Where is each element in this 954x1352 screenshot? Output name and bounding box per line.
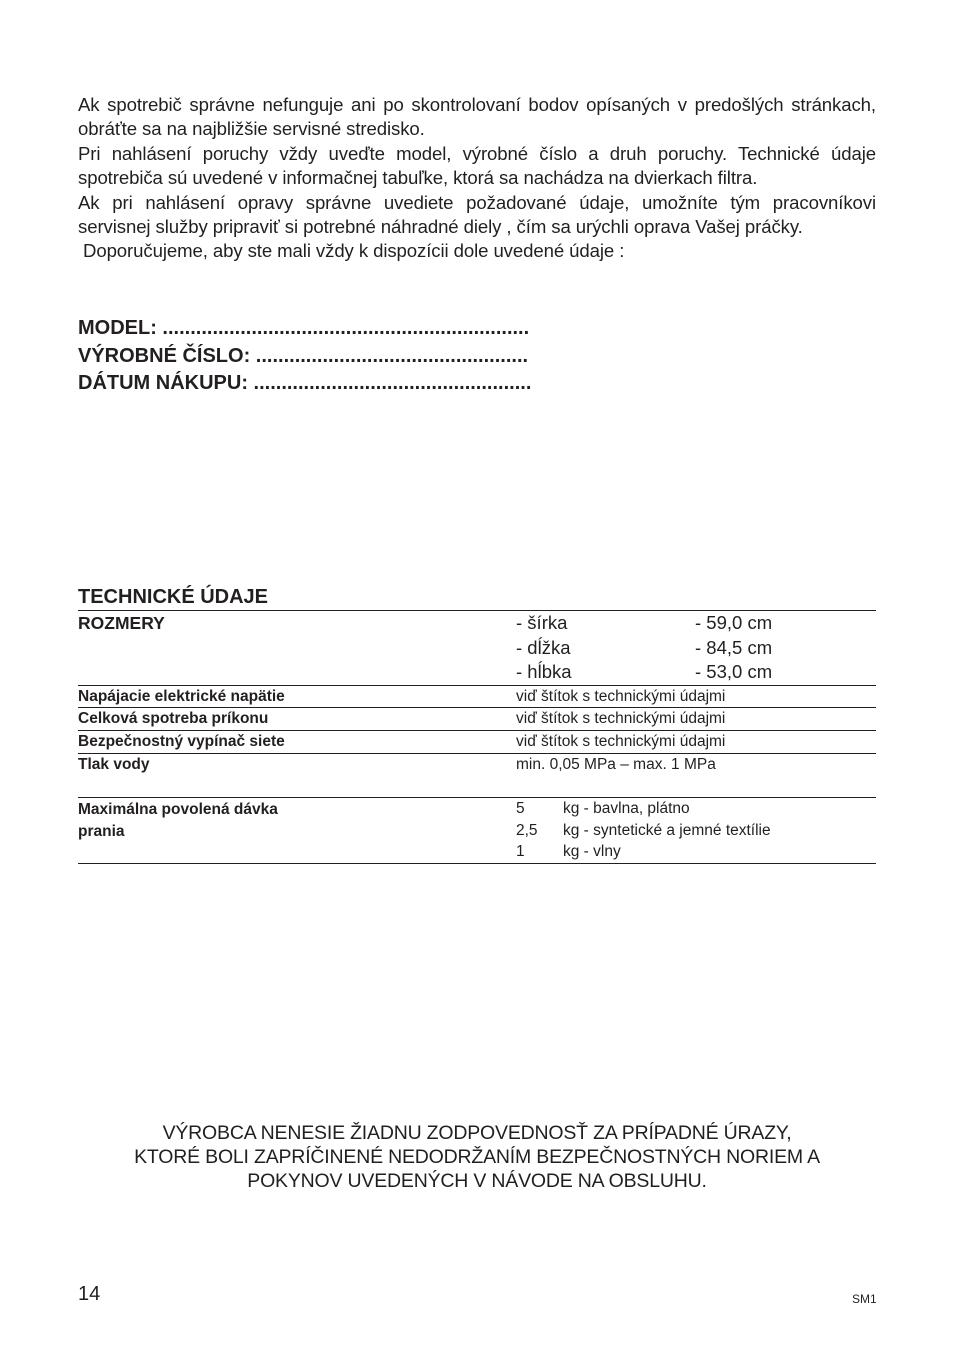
page-number: 14	[78, 1283, 101, 1305]
dimension-line	[516, 636, 876, 661]
appliance-info-fields	[78, 315, 638, 398]
dimension-line	[516, 660, 876, 685]
technical-data-table	[78, 585, 876, 864]
power-label: Celková spotreba príkonu	[78, 710, 269, 728]
load-line	[516, 820, 876, 842]
serial-number-field: VÝROBNÉ ČÍSLO: .................................................	[78, 344, 529, 367]
fuse-value: viď štítok s technickými údajmi	[516, 733, 726, 751]
max-load-label-line: Maximálna povolená dávka	[78, 800, 278, 818]
water-pressure-label: Tlak vody	[78, 755, 150, 773]
voltage-label: Napájacie elektrické napätie	[78, 687, 285, 705]
max-load-values	[516, 798, 876, 863]
intro-paragraph-2: Pri nahlásení poruchy vždy uveďte model, výrobné číslo a druh poruchy. Technické údaje spotrebiča sú uvedené v informačnej tabuľke, ktorá sa nachádza na dvierkach filtra.	[78, 142, 876, 189]
dimensions-label: ROZMERY	[78, 613, 165, 633]
max-load-row	[78, 798, 876, 864]
fuse-row	[78, 731, 876, 754]
load-line	[516, 841, 876, 863]
dimensions-row	[78, 611, 876, 686]
voltage-row	[78, 686, 876, 709]
liability-warning	[78, 1121, 876, 1194]
intro-paragraph-3: Ak pri nahlásení opravy správne uvediete požadované údaje, umožníte tým pracovníkovi servisnej služby pripraviť si potrebné náhradné diely , čím sa urýchli oprava Vašej práčky.	[78, 191, 876, 238]
model-field: MODEL: ..................................................................	[78, 317, 530, 339]
dimension-name: - šírka	[516, 612, 568, 633]
dimension-name: - hĺbka	[516, 661, 572, 682]
intro-paragraph-1: Ak spotrebič správne nefunguje ani po skontrolovaní bodov opísaných v predošlých stránkach, obráťte sa na najbližšie servisné stredisko.	[78, 94, 876, 140]
water-pressure-row	[78, 754, 876, 798]
load-quantity: 2,5	[516, 821, 538, 839]
dimension-value: - 84,5 cm	[695, 636, 773, 658]
voltage-value: viď štítok s technickými údajmi	[516, 687, 726, 705]
dimensions-values	[516, 611, 876, 685]
load-description: kg - bavlna, plátno	[563, 799, 690, 817]
load-description: kg - vlny	[563, 843, 621, 861]
warning-line: POKYNOV UVEDENÝCH V NÁVODE NA OBSLUHU.	[247, 1170, 707, 1193]
intro-paragraph-4: Doporučujeme, aby ste mali vždy k dispozícii dole uvedené údaje :	[83, 240, 625, 262]
dimension-line	[516, 611, 876, 636]
dimension-value: - 59,0 cm	[695, 612, 773, 633]
power-value: viď štítok s technickými údajmi	[516, 710, 726, 728]
dimension-value: - 53,0 cm	[695, 661, 773, 682]
purchase-date-field: DÁTUM NÁKUPU: ..................................................	[78, 372, 532, 394]
water-pressure-value: min. 0,05 MPa – max. 1 MPa	[516, 755, 716, 773]
load-quantity: 5	[516, 799, 525, 817]
dimension-name: - dĺžka	[516, 636, 571, 658]
max-load-label	[78, 798, 516, 863]
warning-line: VÝROBCA NENESIE ŽIADNU ZODPOVEDNOSŤ ZA PRÍPADNÉ ÚRAZY,	[162, 1122, 792, 1144]
technical-data-title: TECHNICKÉ ÚDAJE	[78, 585, 876, 611]
load-description: kg - syntetické a jemné textílie	[563, 821, 771, 839]
load-quantity: 1	[516, 843, 525, 861]
document-code: SM1	[852, 1292, 877, 1306]
load-line	[516, 798, 876, 820]
warning-line: KTORÉ BOLI ZAPRÍČINENÉ NEDODRŽANÍM BEZPEČNOSTNÝCH NORIEM A	[134, 1146, 820, 1169]
intro-text	[78, 93, 876, 264]
power-row	[78, 708, 876, 731]
max-load-label-line: prania	[78, 822, 125, 840]
fuse-label: Bezpečnostný vypínač siete	[78, 733, 285, 751]
